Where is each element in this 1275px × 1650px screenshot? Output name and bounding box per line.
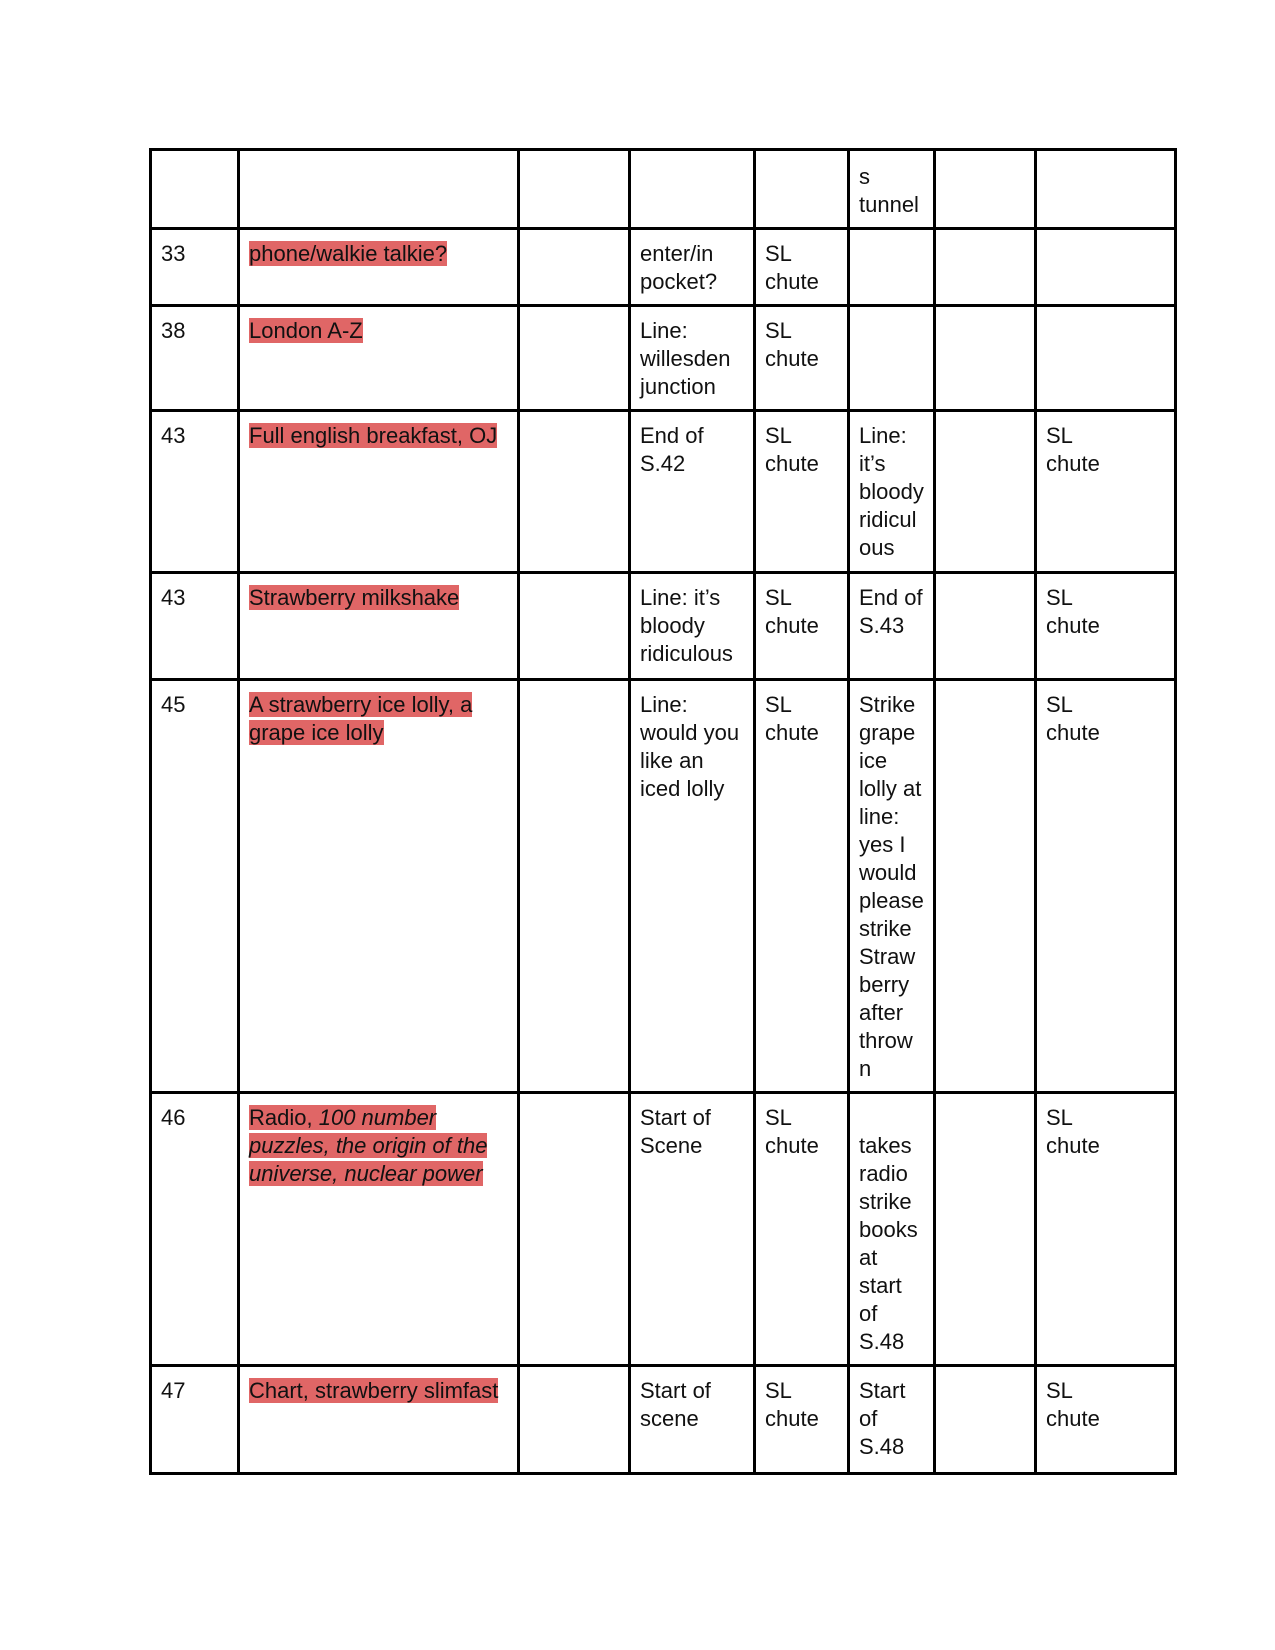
- text-line: SL: [1046, 1105, 1073, 1130]
- location-out-cell: [1036, 306, 1176, 411]
- highlighted-prop: London A-Z: [249, 318, 363, 343]
- text-line: of: [859, 1301, 878, 1326]
- text-line: chute: [765, 1406, 819, 1431]
- page-cell: 46: [151, 1093, 239, 1366]
- text-line: Start of: [640, 1105, 711, 1130]
- text-line: SL: [765, 318, 792, 343]
- table-row: [151, 229, 1176, 306]
- location-in-cell: [755, 411, 849, 573]
- text-line: Strike: [859, 692, 916, 717]
- text-line: lolly at: [859, 776, 922, 801]
- empty-cell: [519, 680, 630, 1093]
- text-line: SL: [765, 585, 792, 610]
- text-line: chute: [1046, 613, 1100, 638]
- empty-cell: [935, 411, 1036, 573]
- text-line: chute: [765, 720, 819, 745]
- text-line: line:: [859, 804, 900, 829]
- table-row: [151, 150, 1176, 229]
- empty-cell: [935, 680, 1036, 1093]
- text-line: S.43: [859, 613, 905, 638]
- text-line: strike: [859, 1189, 912, 1214]
- text-line: throw: [859, 1028, 913, 1053]
- text-line: chute: [1046, 1133, 1100, 1158]
- text-line: chute: [765, 269, 819, 294]
- highlighted-prop: puzzles, the origin of the: [249, 1133, 488, 1158]
- text-line: enter/in: [640, 241, 714, 266]
- text-line: of: [859, 1406, 878, 1431]
- text-line: after: [859, 1000, 904, 1025]
- empty-cell: [519, 411, 630, 573]
- location-out-cell: [1036, 680, 1176, 1093]
- cue-out-cell: [849, 1093, 935, 1366]
- text-line: like an: [640, 748, 704, 773]
- text-line: scene: [640, 1406, 699, 1431]
- prop-cell: [239, 1366, 519, 1474]
- highlighted-prop: Full english breakfast, OJ: [249, 423, 498, 448]
- text-line: chute: [1046, 451, 1100, 476]
- table-row: [151, 411, 1176, 573]
- text-line: End of: [859, 585, 923, 610]
- cue-out-cell: [849, 306, 935, 411]
- text-line: start: [859, 1273, 902, 1298]
- text-line: bloody: [859, 479, 924, 504]
- location-in-cell: [755, 229, 849, 306]
- text-line: iced lolly: [640, 776, 725, 801]
- page-cell: 38: [151, 306, 239, 411]
- cue-out-cell: [849, 411, 935, 573]
- text-line: SL: [1046, 585, 1073, 610]
- location-in-cell: [755, 573, 849, 680]
- empty-cell: [935, 229, 1036, 306]
- highlighted-prop: phone/walkie talkie?: [249, 241, 448, 266]
- location-out-cell: [1036, 1366, 1176, 1474]
- text-line: Line:: [640, 318, 688, 343]
- cue-in-cell: [630, 411, 755, 573]
- location-in-cell: [755, 1093, 849, 1366]
- text-line: S.48: [859, 1329, 905, 1354]
- prop-cell: [239, 411, 519, 573]
- text-line: willesden: [640, 346, 731, 371]
- empty-cell: [935, 1366, 1036, 1474]
- page-cell: 45: [151, 680, 239, 1093]
- text-line: Straw: [859, 944, 916, 969]
- text-line: Start: [859, 1378, 906, 1403]
- text-line: Line:: [859, 423, 907, 448]
- cue-in-cell: [630, 1093, 755, 1366]
- text-line: SL: [765, 692, 792, 717]
- text-line: strike: [859, 916, 912, 941]
- text-line: berry: [859, 972, 910, 997]
- cue-in-cell: [630, 1366, 755, 1474]
- cue-out-cell: [849, 573, 935, 680]
- cue-out-cell: [849, 229, 935, 306]
- text-line: ous: [859, 535, 895, 560]
- location-in-cell: [755, 150, 849, 229]
- text-line: SL: [1046, 692, 1073, 717]
- text-line: [859, 1104, 924, 1132]
- prop-cell: [239, 306, 519, 411]
- empty-cell: [519, 1366, 630, 1474]
- text-line: SL: [765, 1105, 792, 1130]
- location-out-cell: [1036, 1093, 1176, 1366]
- text-line: S.42: [640, 451, 686, 476]
- text-line: at: [859, 1245, 878, 1270]
- empty-cell: [935, 573, 1036, 680]
- highlighted-prop: A strawberry ice lolly, a: [249, 692, 473, 717]
- text-line: ridiculous: [640, 641, 733, 666]
- text-line: SL: [765, 1378, 792, 1403]
- prop-cell: [239, 150, 519, 229]
- page-cell: [151, 150, 239, 229]
- cue-in-cell: [630, 306, 755, 411]
- table-row: [151, 1366, 1176, 1474]
- text-line: it’s: [859, 451, 886, 476]
- text-line: books: [859, 1217, 918, 1242]
- highlighted-prop: universe, nuclear power: [249, 1161, 483, 1186]
- text-line: chute: [765, 1133, 819, 1158]
- text-line: S.48: [859, 1434, 905, 1459]
- empty-cell: [935, 306, 1036, 411]
- table-row: [151, 573, 1176, 680]
- cue-out-cell: [849, 680, 935, 1093]
- text-line: would you: [640, 720, 740, 745]
- text-line: chute: [1046, 1406, 1100, 1431]
- text-line: ice: [859, 748, 888, 773]
- text-line: Line: it’s: [640, 585, 721, 610]
- text-line: yes I: [859, 832, 906, 857]
- text-line: Scene: [640, 1133, 703, 1158]
- empty-cell: [519, 150, 630, 229]
- empty-cell: [519, 229, 630, 306]
- empty-cell: [519, 306, 630, 411]
- text-line: chute: [765, 346, 819, 371]
- text-line: SL: [1046, 423, 1073, 448]
- location-in-cell: [755, 1366, 849, 1474]
- location-out-cell: [1036, 411, 1176, 573]
- prop-text-italic: 100 number: [318, 1105, 437, 1130]
- prop-cell: [239, 573, 519, 680]
- text-line: s: [859, 164, 870, 189]
- location-in-cell: [755, 306, 849, 411]
- page-cell: 47: [151, 1366, 239, 1474]
- text-line: SL: [1046, 1378, 1073, 1403]
- text-line: ridicul: [859, 507, 917, 532]
- text-line: chute: [765, 451, 819, 476]
- cue-in-cell: [630, 680, 755, 1093]
- text-line: SL: [765, 423, 792, 448]
- prop-text: Radio,: [249, 1105, 319, 1130]
- highlighted-prop: grape ice lolly: [249, 720, 384, 745]
- location-out-cell: [1036, 573, 1176, 680]
- cue-in-cell: [630, 573, 755, 680]
- props-table: [149, 148, 1177, 1475]
- location-out-cell: [1036, 229, 1176, 306]
- prop-cell: [239, 680, 519, 1093]
- text-line: chute: [1046, 720, 1100, 745]
- text-line: radio: [859, 1161, 908, 1186]
- highlighted-prop: Chart, strawberry slimfast: [249, 1378, 499, 1403]
- table-row: [151, 680, 1176, 1093]
- page-cell: 43: [151, 411, 239, 573]
- cue-out-cell: [849, 150, 935, 229]
- text-line: SL: [765, 241, 792, 266]
- text-line: would: [859, 860, 917, 885]
- text-line: bloody: [640, 613, 705, 638]
- location-out-cell: [1036, 150, 1176, 229]
- empty-cell: [935, 150, 1036, 229]
- cue-out-cell: [849, 1366, 935, 1474]
- page-cell: 43: [151, 573, 239, 680]
- text-line: Start of: [640, 1378, 711, 1403]
- text-line: pocket?: [640, 269, 718, 294]
- page-cell: 33: [151, 229, 239, 306]
- highlighted-prop: Strawberry milkshake: [249, 585, 460, 610]
- text-line: chute: [765, 613, 819, 638]
- table-row: [151, 1093, 1176, 1366]
- empty-cell: [519, 1093, 630, 1366]
- text-line: Line:: [640, 692, 688, 717]
- table-row: [151, 306, 1176, 411]
- text-line: n: [859, 1056, 872, 1081]
- location-in-cell: [755, 680, 849, 1093]
- empty-cell: [935, 1093, 1036, 1366]
- highlighted-prop: [249, 1105, 436, 1130]
- cue-in-cell: [630, 150, 755, 229]
- text-line: junction: [640, 374, 716, 399]
- cue-in-cell: [630, 229, 755, 306]
- text-line: please: [859, 888, 924, 913]
- prop-cell: [239, 1093, 519, 1366]
- text-line: End of: [640, 423, 704, 448]
- empty-cell: [519, 573, 630, 680]
- prop-cell: [239, 229, 519, 306]
- text-line: grape: [859, 720, 916, 745]
- text-line: takes: [859, 1133, 912, 1158]
- text-line: tunnel: [859, 192, 919, 217]
